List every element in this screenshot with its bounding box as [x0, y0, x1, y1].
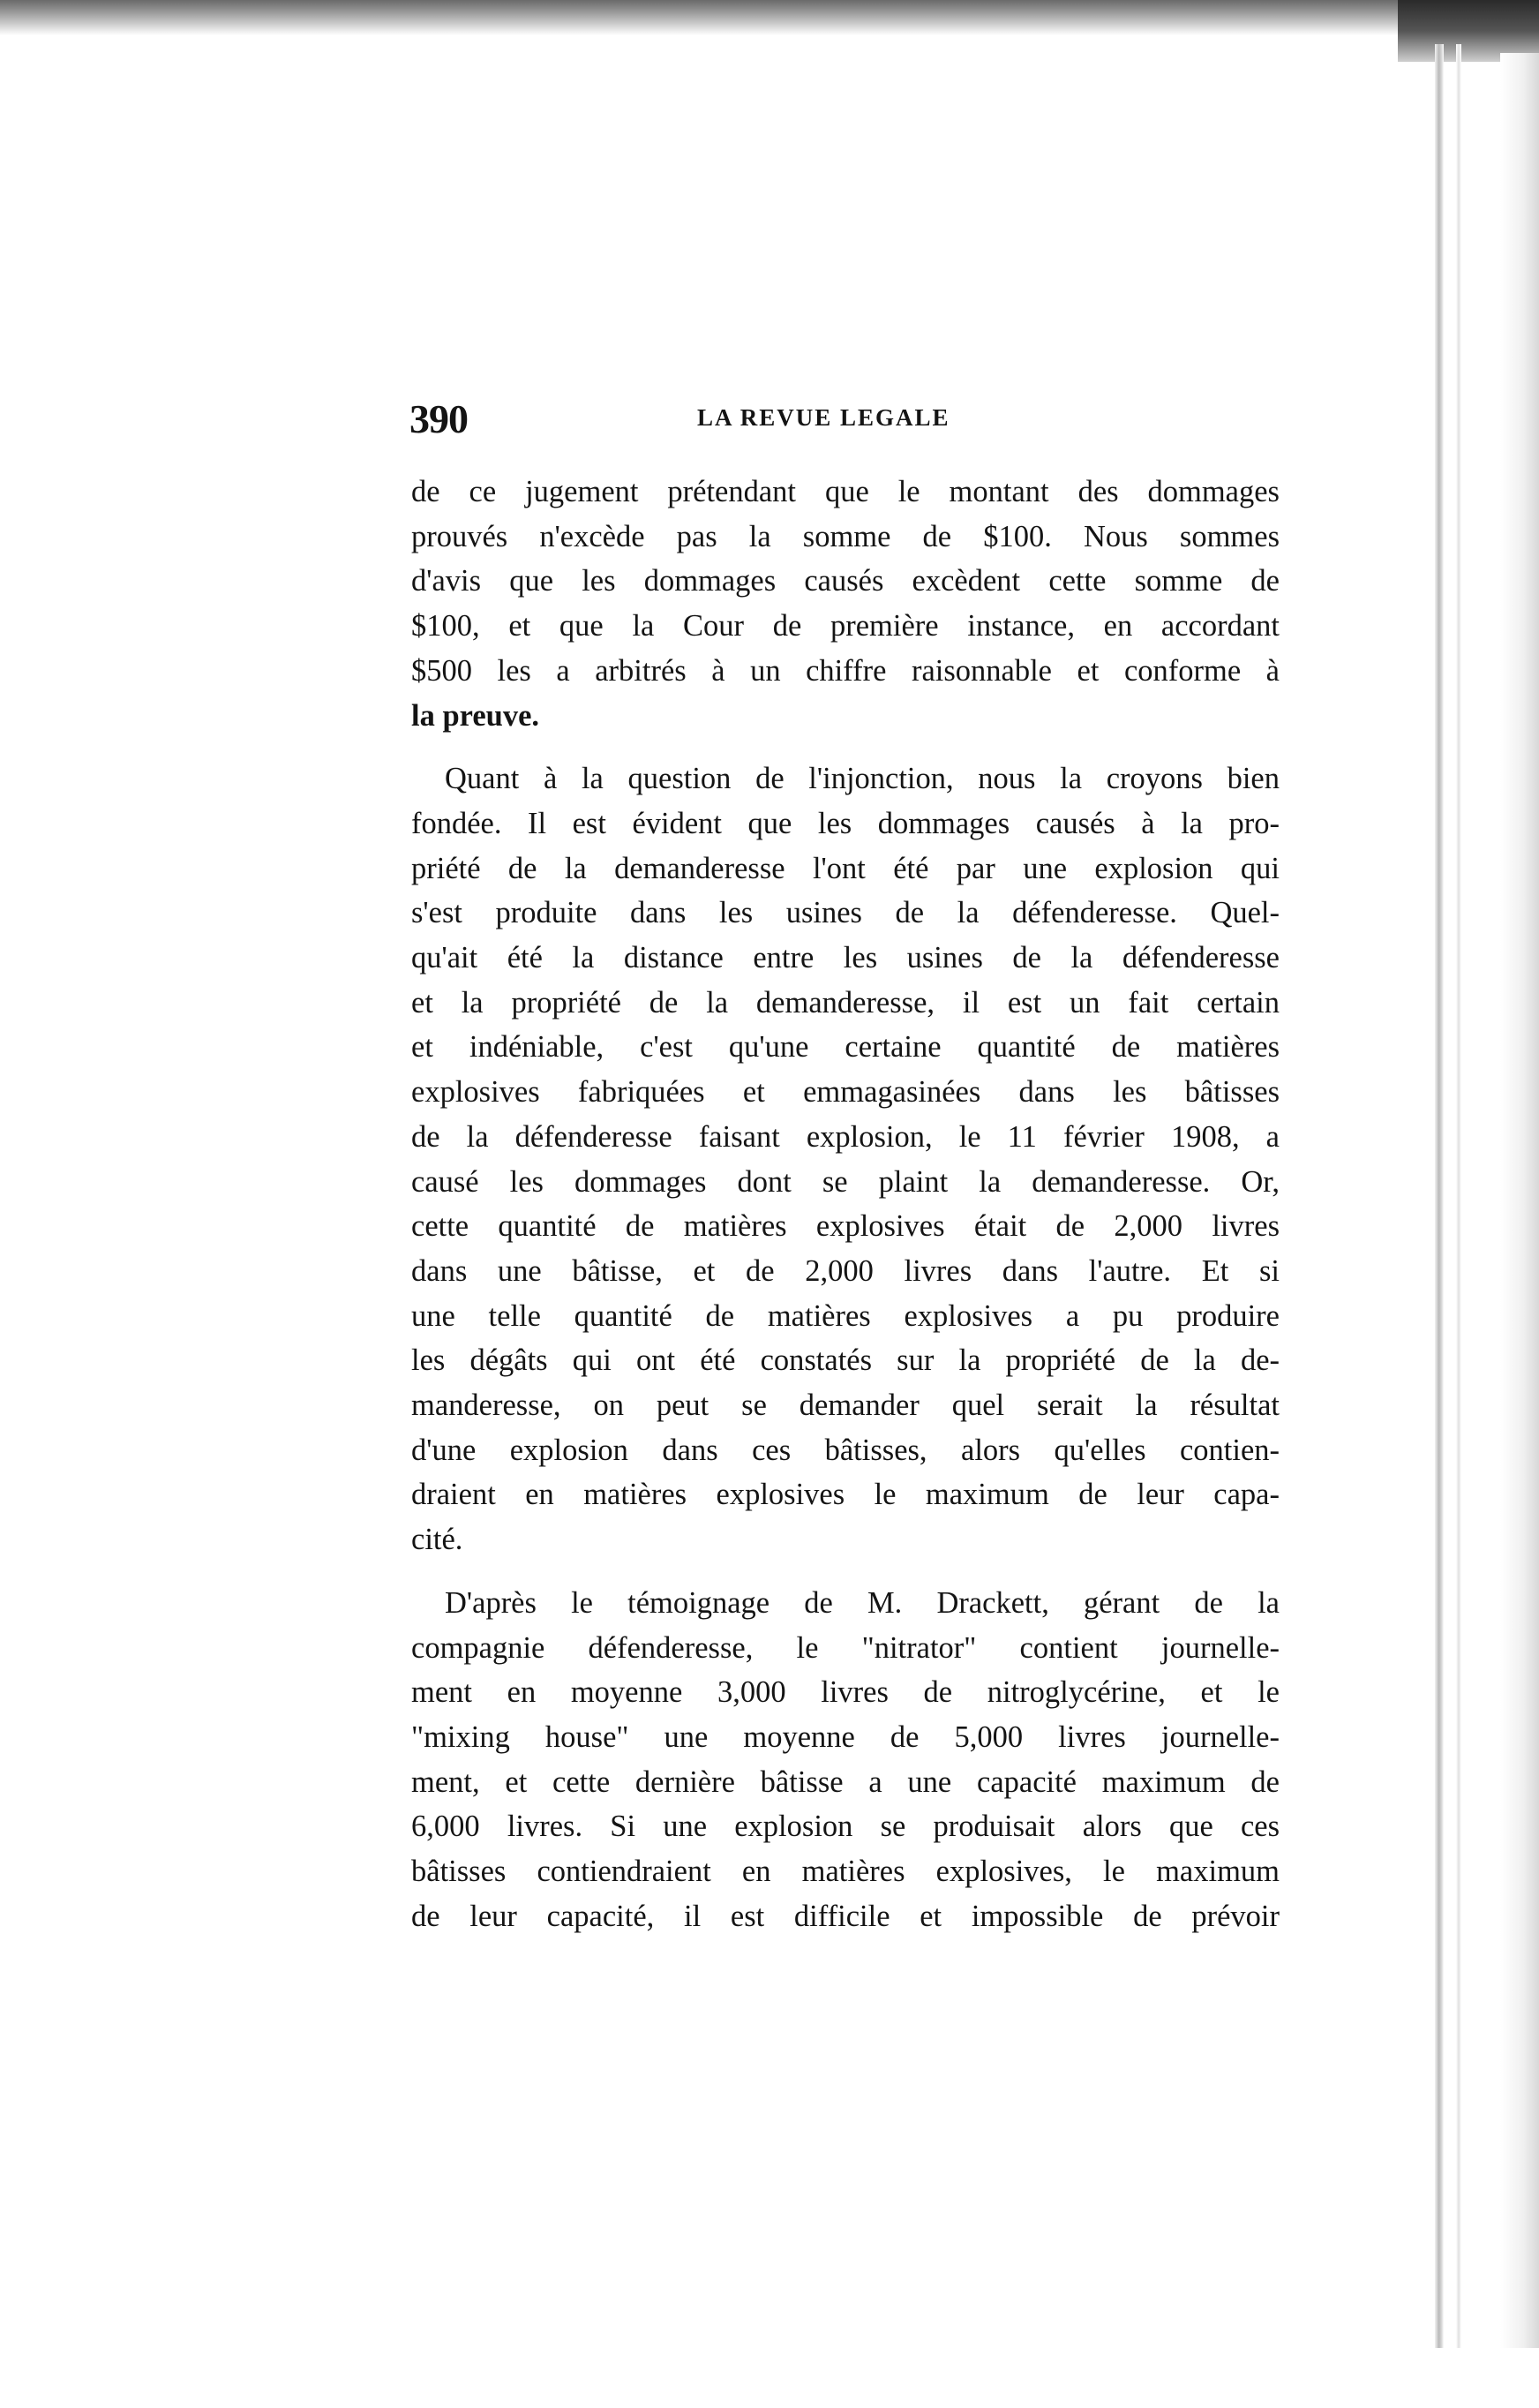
text-line: ment en moyenne 3,000 livres de nitroglycérine, et le [411, 1675, 1280, 1710]
text-line: 6,000 livres. Si une explosion se produisait alors que ces [411, 1810, 1280, 1844]
text-line: cité. [411, 1523, 463, 1557]
text-line: la preuve. [411, 698, 540, 733]
text-line: draient en matières explosives le maximum de leur capa- [411, 1478, 1280, 1512]
text-line: explosives fabriquées et emmagasinées dans les bâtisses [411, 1075, 1280, 1110]
text-line: ment, et cette dernière bâtisse a une capacité maximum de [411, 1765, 1280, 1799]
text-line: et la propriété de la demanderesse, il est un fait certain [411, 985, 1280, 1020]
text-line: les dégâts qui ont été constatés sur la propriété de la de- [411, 1343, 1280, 1378]
text-line: d'une explosion dans ces bâtisses, alors qu'elles contien- [411, 1433, 1280, 1467]
text-line: $500 les a arbitrés à un chiffre raisonnable et conforme à [411, 653, 1280, 688]
text-line: d'avis que les dommages causés excèdent cette somme de [411, 564, 1280, 598]
page-number: 390 [409, 396, 468, 441]
text-line: de la défenderesse faisant explosion, le 11 février 1908, a [411, 1119, 1280, 1154]
text-line: bâtisses contiendraient en matières explosives, le maximum [411, 1855, 1280, 1889]
paragraph-2 [411, 756, 1280, 1562]
text-line: priété de la demanderesse l'ont été par une explosion qui [411, 851, 1280, 885]
text-line: manderesse, on peut se demander quel serait la résultat [411, 1388, 1280, 1423]
text-line: $100, et que la Cour de première instance, en accordant [411, 609, 1280, 643]
text-line: de ce jugement prétendant que le montant des dommages [411, 475, 1280, 508]
text-line: D'après le témoignage de M. Drackett, gérant de la [445, 1585, 1280, 1620]
text-line: cette quantité de matières explosives était de 2,000 livres [411, 1209, 1280, 1244]
text-line: de leur capacité, il est difficile et impossible de prévoir [411, 1899, 1280, 1933]
text-line: "mixing house" une moyenne de 5,000 livres journelle- [411, 1719, 1280, 1754]
text-line: une telle quantité de matières explosives a pu produire [411, 1298, 1280, 1333]
text-line: fondée. Il est évident que les dommages causés à la pro- [411, 806, 1280, 840]
text-line: compagnie défenderesse, le "nitrator" contient journelle- [411, 1630, 1280, 1665]
paragraph-3 [411, 1581, 1280, 1939]
text-line: s'est produite dans les usines de la défenderesse. Quel- [411, 896, 1280, 930]
body-text [411, 470, 1280, 1939]
text-line: Quant à la question de l'injonction, nous la croyons bien [445, 762, 1280, 796]
journal-title: LA REVUE LEGALE [697, 404, 950, 431]
text-line: causé les dommages dont se plaint la demanderesse. Or, [411, 1164, 1280, 1199]
text-line: prouvés n'excède pas la somme de $100. Nous sommes [411, 519, 1280, 553]
text-line: qu'ait été la distance entre les usines de la défenderesse [411, 941, 1280, 975]
text-line: dans une bâtisse, et de 2,000 livres dans l'autre. Et si [411, 1253, 1280, 1288]
running-head [409, 395, 1292, 448]
text-line: et indéniable, c'est qu'une certaine quantité de matières [411, 1030, 1280, 1065]
paragraph-1 [411, 470, 1280, 738]
